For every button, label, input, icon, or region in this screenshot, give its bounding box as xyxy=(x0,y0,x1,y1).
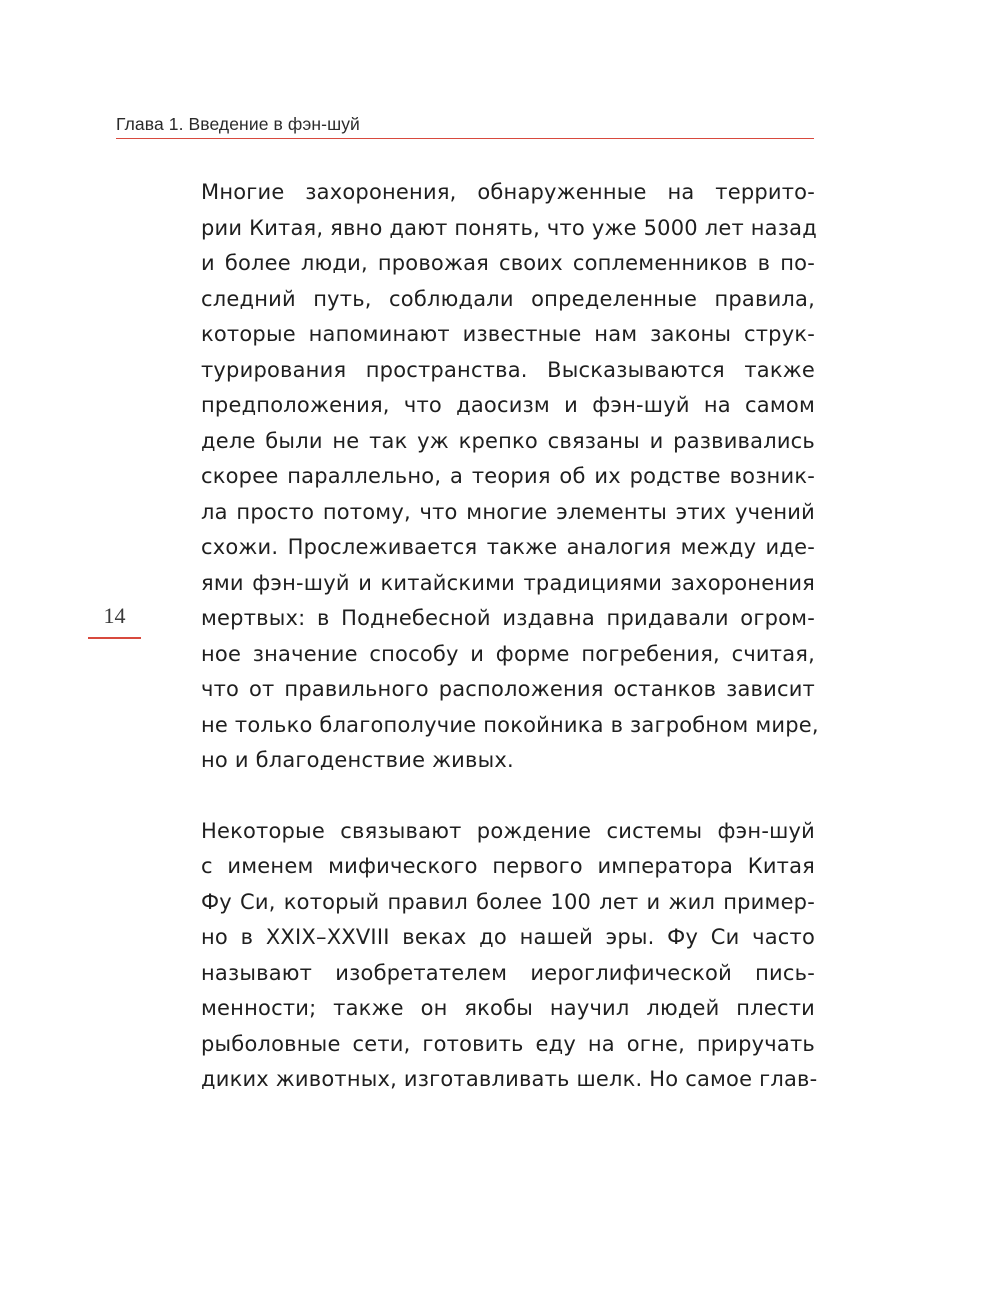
text-line: и более люди, провожая своих соплеменников в по- xyxy=(201,251,815,275)
text-line: ями фэн-шуй и китайскими традициями захоронения xyxy=(201,570,815,595)
text-line: Многие захоронения, обнаруженные на террито- xyxy=(201,180,815,204)
text-line: менности; также он якобы научил людей плести xyxy=(201,996,815,1020)
text-line: ное значение способу и форме погребения, считая, xyxy=(201,641,815,666)
page-number: 14 xyxy=(103,603,126,628)
text-line: с именем мифического первого императора Китая xyxy=(201,854,815,878)
text-line: скорее параллельно, а теория об их родстве возник- xyxy=(201,464,815,488)
text-line: диких животных, изготавливать шелк. Но самое глав- xyxy=(201,1067,818,1091)
text-line: Фу Си, который правил более 100 лет и жил пример- xyxy=(201,889,815,914)
text-line: деле были не так уж крепко связаны и развивались xyxy=(201,428,815,453)
text-line: что от правильного расположения останков зависит xyxy=(201,677,815,701)
header-divider xyxy=(116,138,814,139)
text-line: мертвых: в Поднебесной издавна придавали огром- xyxy=(201,606,815,630)
page-number-underline xyxy=(88,637,141,639)
paragraph-1 xyxy=(201,175,819,779)
text-line: не только благополучие покойника в загробном мире, xyxy=(201,712,819,737)
text-line: схожи. Прослеживается также аналогия между иде- xyxy=(201,535,815,559)
text-line: которые напоминают известные нам законы струк- xyxy=(201,322,815,346)
text-line: рыболовные сети, готовить еду на огне, приручать xyxy=(201,1031,815,1056)
text-line: но в XXIX–XXVIII веках до нашей эры. Фу Си часто xyxy=(201,925,815,949)
text-line: ла просто потому, что многие элементы этих учений xyxy=(201,499,815,524)
text-line: турирования пространства. Высказываются также xyxy=(201,357,815,382)
text-line: Некоторые связывают рождение системы фэн-шуй xyxy=(201,818,815,843)
text-line: называют изобретателем иероглифической пись- xyxy=(201,960,815,985)
running-head: Глава 1. Введение в фэн-шуй xyxy=(116,114,360,134)
text-line: но и благоденствие живых. xyxy=(201,748,514,772)
paragraph-spacer xyxy=(201,779,815,814)
body-text xyxy=(201,175,819,1098)
text-line: рии Китая, явно дают понять, что уже 5000 лет назад xyxy=(201,215,817,240)
text-line: предположения, что даосизм и фэн-шуй на самом xyxy=(201,393,815,417)
paragraph-2 xyxy=(201,814,818,1098)
text-line: следний путь, соблюдали определенные правила, xyxy=(201,286,815,311)
